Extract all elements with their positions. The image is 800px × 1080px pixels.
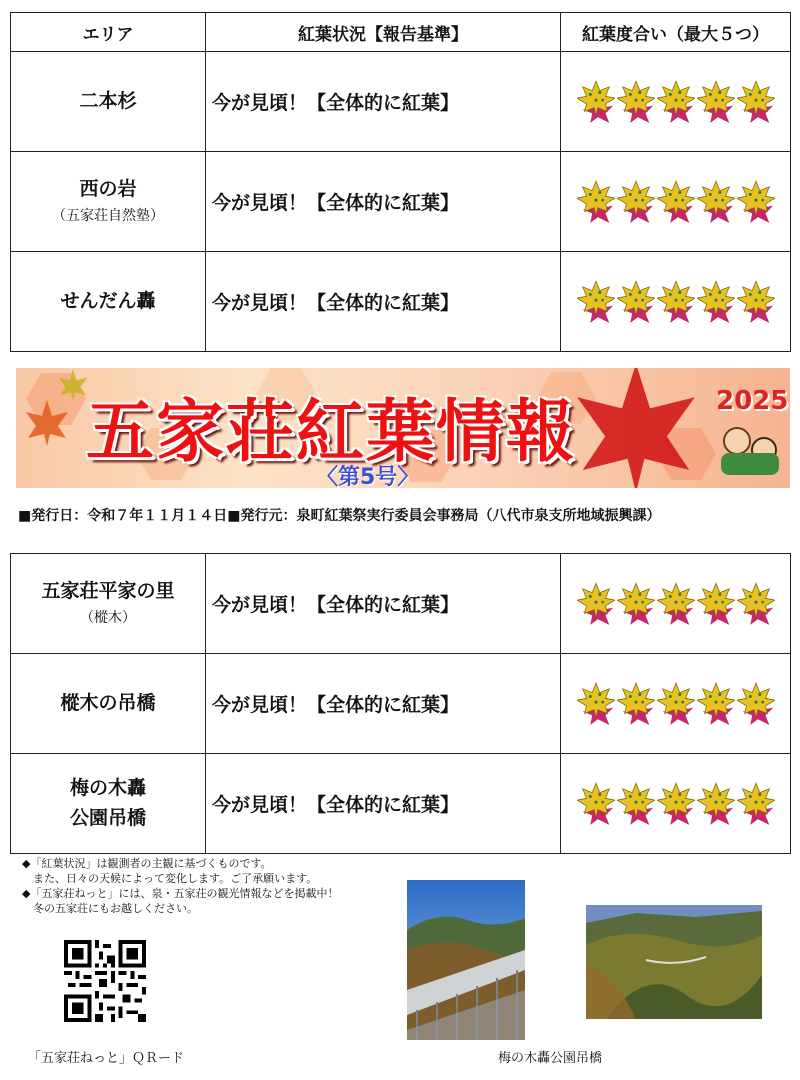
note-line: ◆「五家荘ねっと」には、泉・五家荘の観光情報などを掲載中！ <box>22 887 339 900</box>
area-name: せんだん轟 <box>60 289 156 312</box>
header-status: 紅葉状況【報告基準】 <box>206 13 561 52</box>
area-name: 五家荘平家の里 <box>41 579 175 602</box>
maple-leaf-icon <box>577 279 615 325</box>
table-row <box>11 152 791 252</box>
gorge-forest-photo <box>586 905 762 1019</box>
area-subname: 公園吊橋 <box>69 806 146 829</box>
maple-leaf-decoration-icon <box>556 368 716 488</box>
maple-leaf-icon <box>657 279 695 325</box>
maple-leaf-icon <box>657 681 695 727</box>
maple-leaf-decoration-icon <box>22 398 72 448</box>
area-cell <box>11 252 206 352</box>
header-area: エリア <box>11 13 206 52</box>
issue-info-line: ■発行日：令和７年１１月１４日■発行元：泉町紅葉祭実行委員会事務局（八代市泉支所地域振興課） <box>18 508 661 524</box>
area-subname: （樅木） <box>80 609 136 626</box>
maple-leaf-icon <box>617 581 655 627</box>
status-text: 今が見頃！【全体的に紅葉】 <box>206 252 561 352</box>
maple-leaf-icon <box>577 681 615 727</box>
area-subname: （五家荘自然塾） <box>52 207 164 224</box>
maple-leaf-icon <box>737 681 775 727</box>
note-line: また、日々の天候によって変化します。ご了承願います。 <box>22 872 318 885</box>
status-text: 今が見頃！【全体的に紅葉】 <box>206 52 561 152</box>
maple-leaf-icon <box>617 179 655 225</box>
status-text: 今が見頃！【全体的に紅葉】 <box>206 152 561 252</box>
area-name: 西の岩 <box>79 177 137 200</box>
maple-leaf-icon <box>737 179 775 225</box>
maple-leaf-icon <box>657 781 695 827</box>
area-cell <box>11 654 206 754</box>
header-degree: 紅葉度合い（最大５つ） <box>561 13 791 52</box>
area-name: 二本杉 <box>79 89 137 112</box>
maple-leaf-icon <box>697 581 735 627</box>
table-row <box>11 554 791 654</box>
maple-leaf-icon <box>577 179 615 225</box>
status-text: 今が見頃！【全体的に紅葉】 <box>206 554 561 654</box>
maple-leaf-icon <box>737 581 775 627</box>
status-text: 今が見頃！【全体的に紅葉】 <box>206 754 561 854</box>
table-row <box>11 654 791 754</box>
maple-leaf-icon <box>657 581 695 627</box>
maple-leaf-icon <box>617 681 655 727</box>
leaf-rating <box>561 554 791 654</box>
leaf-rating <box>561 252 791 352</box>
banner-title: 五家荘紅葉情報 <box>86 392 577 472</box>
status-table-bottom <box>10 553 791 854</box>
maple-leaf-icon <box>657 79 695 125</box>
leaf-rating <box>561 754 791 854</box>
note-line: 冬の五家荘にもお越しください。 <box>22 902 198 915</box>
banner-issue: 〈第5号〉 <box>316 465 420 488</box>
maple-leaf-icon <box>657 179 695 225</box>
area-cell <box>11 754 206 854</box>
note-line: ◆「紅葉状況」は観測者の主観に基づくものです。 <box>22 857 272 870</box>
banner-year: 2025 <box>716 386 789 416</box>
character-illustration <box>721 423 781 478</box>
maple-leaf-icon <box>737 781 775 827</box>
leaf-rating <box>561 52 791 152</box>
table-row <box>11 252 791 352</box>
banner <box>16 368 790 488</box>
maple-leaf-decoration-icon <box>56 368 90 402</box>
status-text: 今が見頃！【全体的に紅葉】 <box>206 654 561 754</box>
table-row <box>11 754 791 854</box>
maple-leaf-icon <box>577 781 615 827</box>
area-cell <box>11 152 206 252</box>
maple-leaf-icon <box>697 79 735 125</box>
area-name: 梅の木轟 <box>69 776 146 799</box>
suspension-bridge-photo <box>407 880 525 1040</box>
qr-code[interactable] <box>64 940 146 1022</box>
maple-leaf-icon <box>577 581 615 627</box>
maple-leaf-icon <box>697 681 735 727</box>
area-cell <box>11 52 206 152</box>
status-table-top <box>10 12 791 352</box>
table-row <box>11 52 791 152</box>
area-cell <box>11 554 206 654</box>
area-name: 樅木の吊橋 <box>60 691 156 714</box>
leaf-rating <box>561 152 791 252</box>
maple-leaf-icon <box>577 79 615 125</box>
qr-caption: 「五家荘ねっと」ＱＲード <box>28 1051 185 1066</box>
photo-caption: 梅の木轟公園吊橋 <box>498 1051 603 1066</box>
maple-leaf-icon <box>737 79 775 125</box>
maple-leaf-icon <box>697 179 735 225</box>
leaf-rating <box>561 654 791 754</box>
maple-leaf-icon <box>617 79 655 125</box>
maple-leaf-icon <box>697 279 735 325</box>
maple-leaf-icon <box>617 781 655 827</box>
maple-leaf-icon <box>697 781 735 827</box>
maple-leaf-icon <box>617 279 655 325</box>
maple-leaf-icon <box>737 279 775 325</box>
